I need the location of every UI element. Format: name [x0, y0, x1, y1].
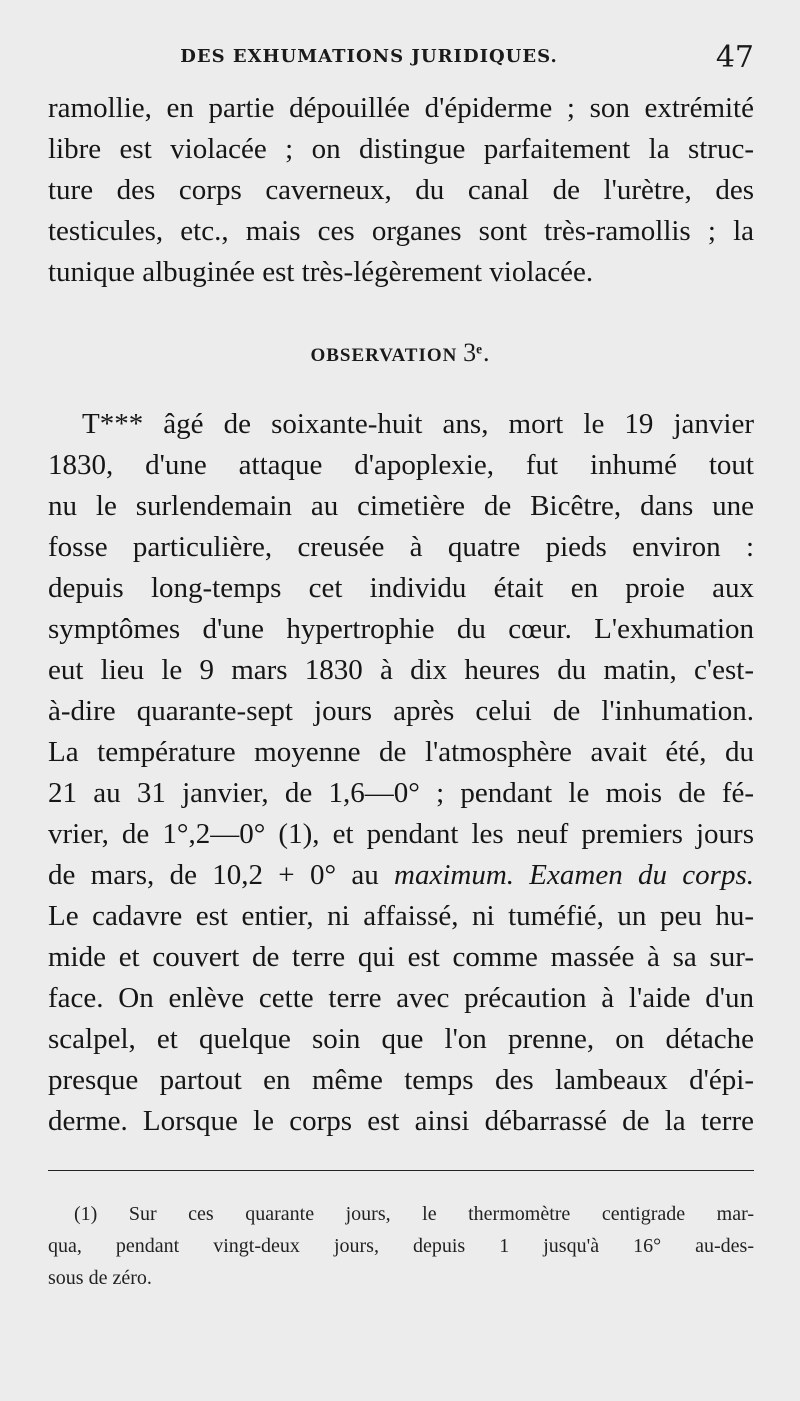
- text-line: Le cadavre est entier, ni affaissé, ni tuméfié, un peu hu-: [48, 900, 754, 932]
- footnote-line: qua, pendant vingt-deux jours, depuis 1 jusqu'à 16° au-des-: [48, 1235, 754, 1257]
- italic-phrase: maximum. Examen du corps.: [394, 859, 754, 891]
- text-line: derme. Lorsque le corps est ainsi débarrassé de la terre: [48, 1105, 754, 1137]
- text-line: 21 au 31 janvier, de 1,6—0° ; pendant le mois de fé-: [48, 777, 754, 809]
- observation-paragraph: [48, 404, 754, 1142]
- page-number: 47: [715, 40, 754, 75]
- text-line: scalpel, et quelque soin que l'on prenne, on détache: [48, 1023, 754, 1055]
- text-line: La température moyenne de l'atmosphère avait été, du: [48, 736, 754, 768]
- observation-suffix: e: [476, 341, 484, 357]
- observation-number: 3: [463, 338, 477, 367]
- text-line: mide et couvert de terre qui est comme massée à sa sur-: [48, 941, 754, 973]
- text-line: tunique albuginée est très-légèrement violacée.: [48, 256, 594, 288]
- text-line-with-italic: [48, 855, 754, 896]
- text-line: face. On enlève cette terre avec précaution à l'aide d'un: [48, 982, 754, 1014]
- text-segment: de mars, de 10,2 + 0° au: [48, 859, 379, 891]
- footnote-line: sous de zéro.: [48, 1267, 152, 1289]
- page-header: [48, 40, 760, 80]
- running-title: DES EXHUMATIONS JURIDIQUES.: [180, 46, 558, 67]
- footnote-line: (1) Sur ces quarante jours, le thermomètre centigrade mar-: [74, 1203, 754, 1225]
- footnote-divider: [48, 1170, 754, 1171]
- text-line: vrier, de 1°,2—0° (1), et pendant les neuf premiers jours: [48, 818, 754, 850]
- text-line: T*** âgé de soixante-huit ans, mort le 19 janvier: [82, 408, 754, 440]
- text-line: testicules, etc., mais ces organes sont très-ramollis ; la: [48, 215, 754, 247]
- text-line: nu le surlendemain au cimetière de Bicêtre, dans une: [48, 490, 754, 522]
- footnote: [48, 1198, 754, 1294]
- text-line: symptômes d'une hypertrophie du cœur. L'exhumation: [48, 613, 754, 645]
- text-line: à-dire quarante-sept jours après celui de l'inhumation.: [48, 695, 754, 727]
- text-line: eut lieu le 9 mars 1830 à dix heures du matin, c'est-: [48, 654, 754, 686]
- text-line: presque partout en même temps des lambeaux d'épi-: [48, 1064, 754, 1096]
- text-line: ramollie, en partie dépouillée d'épiderme ; son extrémité: [48, 92, 754, 124]
- observation-heading: [0, 338, 800, 368]
- text-line: 1830, d'une attaque d'apoplexie, fut inhumé tout: [48, 449, 754, 481]
- paragraph-continuation: [48, 88, 754, 293]
- text-line: fosse particulière, creusée à quatre pieds environ :: [48, 531, 754, 563]
- text-line: libre est violacée ; on distingue parfaitement la struc-: [48, 133, 754, 165]
- text-line: ture des corps caverneux, du canal de l'urètre, des: [48, 174, 754, 206]
- observation-period: .: [483, 338, 490, 367]
- observation-label: OBSERVATION: [310, 345, 458, 366]
- text-line: depuis long-temps cet individu était en proie aux: [48, 572, 754, 604]
